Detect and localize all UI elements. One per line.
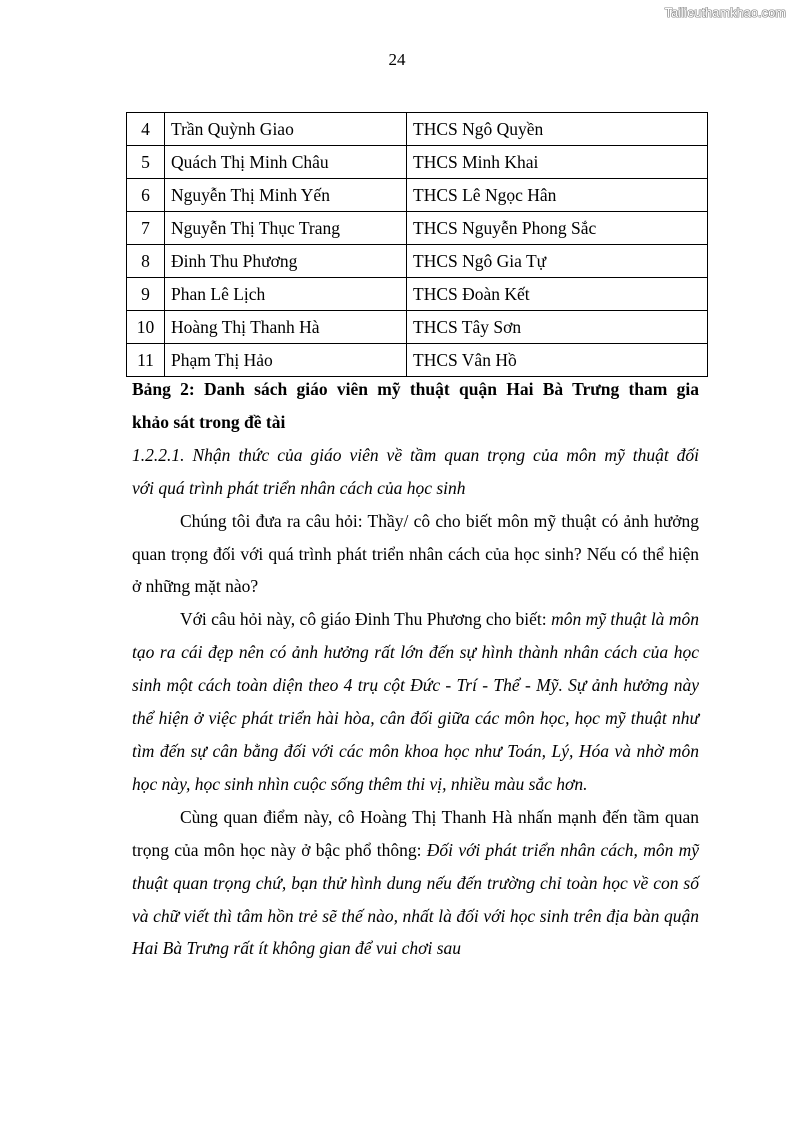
page-number: 24 — [388, 50, 406, 69]
table-caption — [132, 373, 699, 439]
row-number: 6 — [127, 179, 165, 212]
table-row — [127, 311, 708, 344]
teacher-name: Nguyễn Thị Minh Yến — [165, 179, 407, 212]
section-title-line-1: 1.2.2.1. Nhận thức của giáo viên về tầm quan trọng của môn mỹ thuật đối — [132, 444, 699, 465]
table-row — [127, 278, 708, 311]
teacher-table — [126, 112, 708, 377]
table-row — [127, 113, 708, 146]
row-number: 7 — [127, 212, 165, 245]
quote-phuong: môn mỹ thuật là môn tạo ra cái đẹp nên có ảnh hưởng rất lớn đến sự hình thành nhân cách của học sinh một cách toàn diện theo 4 trụ cột Đức - Trí - Thể - Mỹ. Sự ảnh hưởng này thể hiện ở việc phát triển hài hòa, cân đối giữa các môn học, học mỹ thuật như tìm đến sự cân bằng đối với các môn khoa học như Toán, Lý, Hóa và nhờ môn học này, học sinh nhìn cuộc sống thêm thi vị, nhiều màu sắc hơn. — [132, 609, 699, 794]
teacher-name: Đinh Thu Phương — [165, 245, 407, 278]
row-number: 8 — [127, 245, 165, 278]
row-number: 10 — [127, 311, 165, 344]
row-number: 9 — [127, 278, 165, 311]
school-name: THCS Lê Ngọc Hân — [407, 179, 708, 212]
school-name: THCS Nguyễn Phong Sắc — [407, 212, 708, 245]
school-name: THCS Ngô Quyền — [407, 113, 708, 146]
table-row — [127, 212, 708, 245]
paragraph-lead: Với câu hỏi này, cô giáo Đinh Thu Phương cho biết: — [180, 609, 552, 630]
school-name: THCS Vân Hồ — [407, 344, 708, 377]
table-row — [127, 245, 708, 278]
teacher-name: Hoàng Thị Thanh Hà — [165, 311, 407, 344]
paragraph-phuong — [132, 603, 699, 800]
row-number: 4 — [127, 113, 165, 146]
teacher-name: Nguyễn Thị Thục Trang — [165, 212, 407, 245]
teacher-name: Trần Quỳnh Giao — [165, 113, 407, 146]
row-number: 11 — [127, 344, 165, 377]
teacher-name: Phạm Thị Hảo — [165, 344, 407, 377]
table-row — [127, 179, 708, 212]
watermark: Tailieuthamkhao.com — [664, 6, 786, 20]
paragraph-ha — [132, 801, 699, 966]
caption-line-1: Bảng 2: Danh sách giáo viên mỹ thuật quận Hai Bà Trưng tham gia — [132, 379, 699, 399]
teacher-name: Phan Lê Lịch — [165, 278, 407, 311]
quote-ha: Đối với phát triển nhân cách, môn mỹ thuật quan trọng chứ, bạn thử hình dung nếu đến trường chỉ toàn học về con số và chữ viết thì tâm hồn trẻ sẽ thế nào, nhất là đối với học sinh trên địa bàn quận Hai Bà Trưng rất ít không gian để vui chơi sau — [132, 839, 699, 959]
body-text — [132, 373, 699, 965]
section-title-line-2: với quá trình phát triển nhân cách của học sinh — [132, 477, 466, 498]
table-row — [127, 146, 708, 179]
school-name: THCS Đoàn Kết — [407, 278, 708, 311]
school-name: THCS Tây Sơn — [407, 311, 708, 344]
teacher-name: Quách Thị Minh Châu — [165, 146, 407, 179]
caption-line-2: khảo sát trong đề tài — [132, 411, 286, 432]
school-name: THCS Minh Khai — [407, 146, 708, 179]
paragraph-lead: Cùng quan điểm này, cô Hoàng Thị Thanh Hà nhấn mạnh đến tầm quan trọng của môn học này ở bậc phổ thông: — [132, 806, 699, 860]
row-number: 5 — [127, 146, 165, 179]
school-name: THCS Ngô Gia Tự — [407, 245, 708, 278]
section-title — [132, 439, 699, 505]
table-row — [127, 344, 708, 377]
paragraph-question: Chúng tôi đưa ra câu hỏi: Thầy/ cô cho biết môn mỹ thuật có ảnh hưởng quan trọng đối với quá trình phát triển nhân cách của học sinh? Nếu có thể hiện ở những mặt nào? — [132, 510, 699, 597]
